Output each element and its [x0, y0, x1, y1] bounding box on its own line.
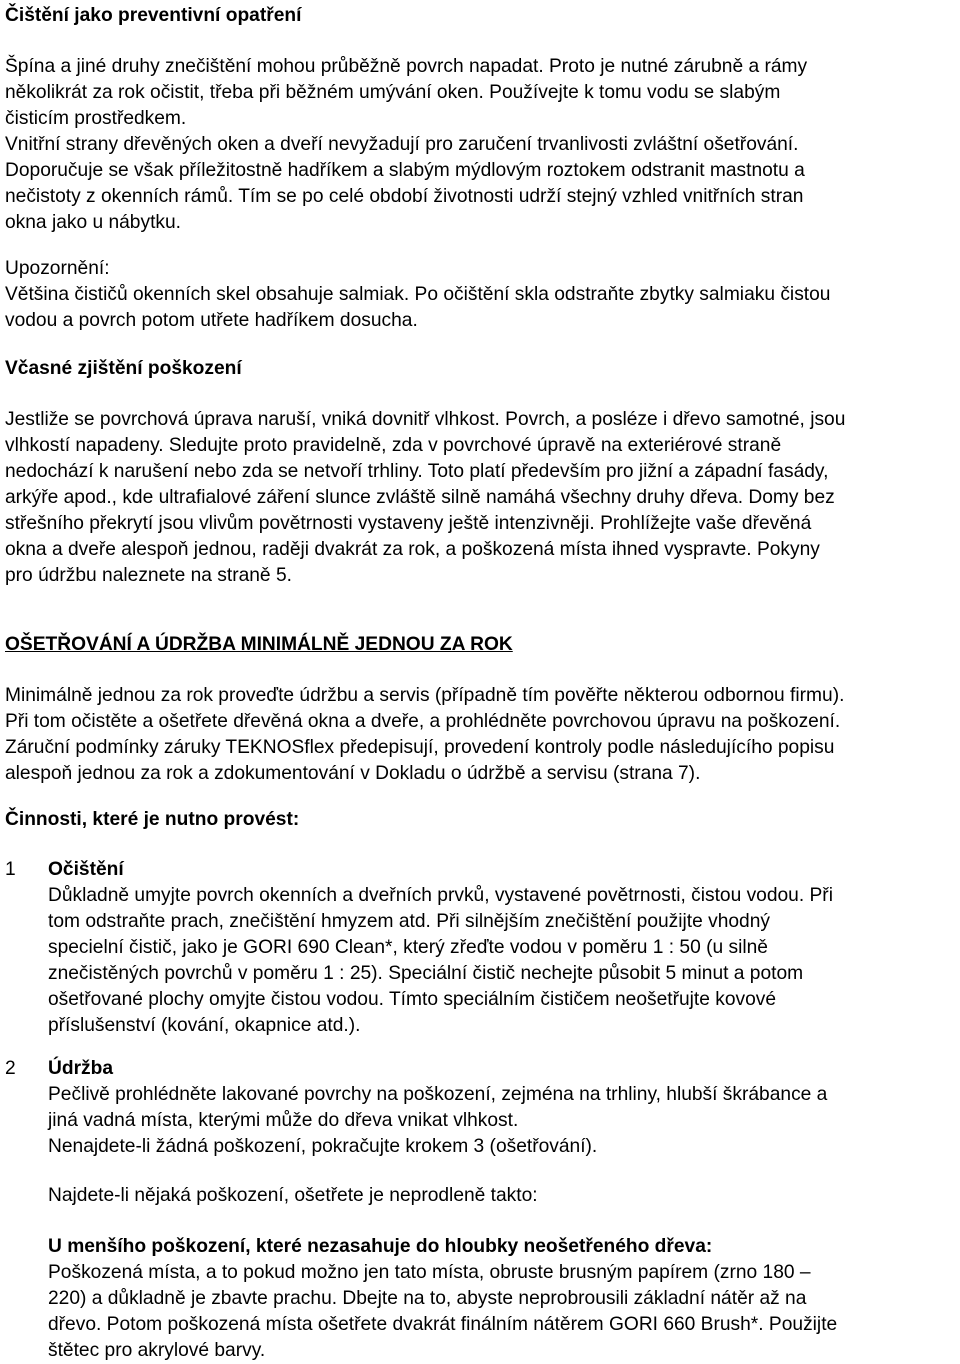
damage-paragraph: [5, 407, 959, 589]
item-body: [48, 857, 959, 1039]
section-title-maintenance: OŠETŘOVÁNÍ A ÚDRŽBA MINIMÁLNĚ JEDNOU ZA ROK: [5, 634, 513, 655]
text-line: arkýře apod., kde ultrafialové záření slunce zvláště silně namáhá všechny druhy dřeva. Domy bez: [5, 487, 835, 508]
item-body: [48, 1056, 959, 1160]
minor-damage-block: [48, 1234, 959, 1364]
warning-paragraph: [5, 282, 959, 334]
cleaning-paragraph: [5, 54, 959, 236]
text-line: příslušenství (kování, okapnice atd.).: [48, 1015, 361, 1036]
text-line: znečistěných povrchů v poměru 1 : 25). Speciální čistič nechejte působit 5 minut a potom: [48, 963, 804, 984]
text-line: dřevo. Potom poškozená místa ošetřete dvakrát finálním nátěrem GORI 660 Brush*. Použijte: [48, 1314, 838, 1335]
found-damage-text: Najdete-li nějaká poškození, ošetřete je neprodleně takto:: [48, 1185, 538, 1206]
text-line: tom odstraňte prach, znečištění hmyzem atd. Při silnějším znečištění použijte vhodný: [48, 911, 770, 932]
section-title-damage: Včasné zjištění poškození: [5, 358, 242, 379]
text-line: okna a dveře alespoň jednou, raději dvakrát za rok, a poškozená místa ihned vyspravte. Pokyny: [5, 539, 820, 560]
item-title: Očištění: [48, 859, 124, 880]
text-line: Pečlivě prohlédněte lakované povrchy na poškození, zejména na trhliny, hlubší škrábance a: [48, 1084, 828, 1105]
text-line: ošetřované plochy omyjte čistou vodou. Tímto speciálním čističem neošetřujte kovové: [48, 989, 777, 1010]
text-line: Při tom očistěte a ošetřete dřevěná okna a dveře, a prohlédněte povrchovou úpravu na poškození.: [5, 711, 841, 732]
section-title-activities: Činnosti, které je nutno provést:: [5, 809, 300, 830]
text-line: alespoň jednou za rok a zdokumentování v Dokladu o údržbě a servisu (strana 7).: [5, 763, 701, 784]
text-line: střešního překrytí jsou vlivům povětrnosti vystaveny ještě intenzivněji. Prohlížejte vaše dřevěná: [5, 513, 812, 534]
minor-damage-title: U menšího poškození, které nezasahuje do hloubky neošetřeného dřeva:: [48, 1236, 713, 1257]
text-line: čisticím prostředkem.: [5, 108, 187, 129]
text-line: Poškozená místa, a to pokud možno jen tato místa, obruste brusným papírem (zrno 180 –: [48, 1262, 811, 1283]
maintenance-paragraph: [5, 683, 959, 787]
text-line: nečistoty z okenních rámů. Tím se po celé období životnosti udrží stejný vzhled vnitřních stran: [5, 186, 804, 207]
text-line: Špína a jiné druhy znečištění mohou průběžně povrch napadat. Proto je nutné zárubně a rámy: [5, 56, 808, 77]
text-line: jiná vadná místa, kterými může do dřeva vnikat vlhkost.: [48, 1110, 519, 1131]
item-number: 2: [5, 1058, 16, 1079]
text-line: 220) a důkladně je zbavte prachu. Dbejte na to, abyste neprobrousili základní nátěr až na: [48, 1288, 807, 1309]
activity-item-cleaning: [5, 857, 959, 1039]
text-line: nedochází k narušení nebo zda se netvoří trhliny. Toto platí především pro jižní a západní fasády,: [5, 461, 829, 482]
text-line: Jestliže se povrchová úprava naruší, vniká dovnitř vlhkost. Povrch, a posléze i dřevo samotné, jsou: [5, 409, 846, 430]
warning-label: Upozornění:: [5, 258, 110, 279]
text-line: štětec pro akrylové barvy.: [48, 1340, 266, 1361]
text-line: pro údržbu naleznete na straně 5.: [5, 565, 292, 586]
text-line: Záruční podmínky záruky TEKNOSflex předepisují, provedení kontroly podle následujícího popisu: [5, 737, 835, 758]
text-line: okna jako u nábytku.: [5, 212, 182, 233]
text-line: Důkladně umyjte povrch okenních a dveřních prvků, vystavené povětrnosti, čistou vodou. Při: [48, 885, 833, 906]
text-line: několikrát za rok očistit, třeba při běžném umývání oken. Používejte k tomu vodu se slabým: [5, 82, 781, 103]
text-line: Minimálně jednou za rok proveďte údržbu a servis (případně tím pověřte některou odbornou firmu).: [5, 685, 845, 706]
text-line: vodou a povrch potom utřete hadříkem dosucha.: [5, 310, 418, 331]
text-line: vlhkostí napadeny. Sledujte proto pravidelně, zda v povrchové úpravě na exteriérové straně: [5, 435, 782, 456]
text-line: Nenajdete-li žádná poškození, pokračujte krokem 3 (ošetřování).: [48, 1136, 598, 1157]
text-line: Doporučuje se však příležitostně hadříkem a slabým mýdlovým roztokem odstranit mastnotu a: [5, 160, 805, 181]
text-line: Většina čističů okenních skel obsahuje salmiak. Po očištění skla odstraňte zbytky salmiaku čistou: [5, 284, 831, 305]
item-title: Údržba: [48, 1058, 114, 1079]
item-number: 1: [5, 859, 16, 880]
activity-item-maintenance: [5, 1056, 959, 1160]
text-line: Vnitřní strany dřevěných oken a dveří nevyžadují pro zaručení trvanlivosti zvláštní ošetřování.: [5, 134, 799, 155]
section-title-cleaning: Čištění jako preventivní opatření: [5, 5, 302, 26]
text-line: specielní čistič, jako je GORI 690 Clean*, který zřeďte vodou v poměru 1 : 50 (u silně: [48, 937, 768, 958]
